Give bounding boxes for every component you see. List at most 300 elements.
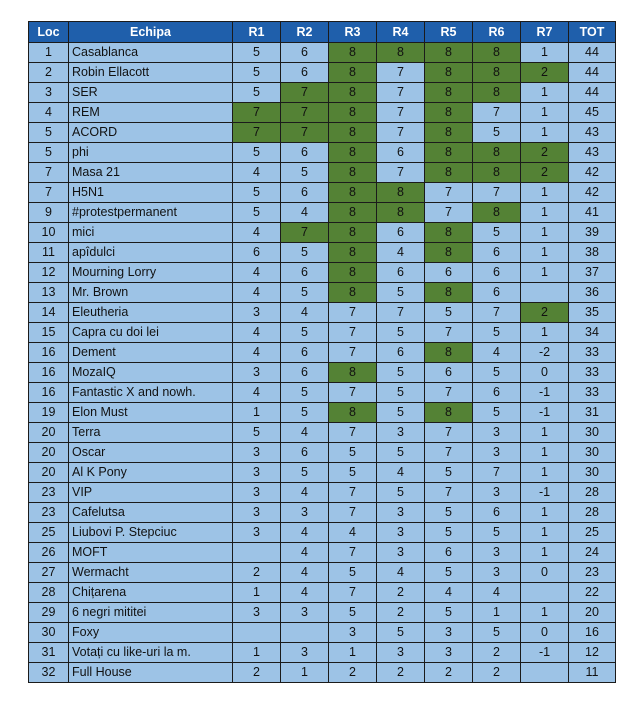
team-name-cell: Votați cu like-uri la m. (69, 643, 233, 663)
header-loc: Loc (29, 22, 69, 43)
round-3-score-cell: 8 (329, 403, 377, 423)
round-5-score-cell: 6 (425, 363, 473, 383)
round-4-score-cell: 5 (377, 443, 425, 463)
table-row (29, 563, 616, 583)
round-6-score-cell: 5 (473, 523, 521, 543)
round-7-score-cell: 0 (521, 623, 569, 643)
team-name-cell: Eleutheria (69, 303, 233, 323)
total-score-cell: 11 (569, 663, 616, 683)
round-6-score-cell: 6 (473, 243, 521, 263)
table-row (29, 423, 616, 443)
round-6-score-cell: 6 (473, 503, 521, 523)
round-7-score-cell: 2 (521, 63, 569, 83)
team-name-cell: Al K Pony (69, 463, 233, 483)
team-name-cell: #protestpermanent (69, 203, 233, 223)
round-4-score-cell: 5 (377, 403, 425, 423)
team-name-cell: Terra (69, 423, 233, 443)
round-5-score-cell: 3 (425, 623, 473, 643)
round-7-score-cell: 1 (521, 263, 569, 283)
header-echipa: Echipa (69, 22, 233, 43)
round-7-score-cell: -1 (521, 383, 569, 403)
rank-cell: 12 (29, 263, 69, 283)
rank-cell: 9 (29, 203, 69, 223)
round-3-score-cell: 7 (329, 303, 377, 323)
team-name-cell: Liubovi P. Stepciuc (69, 523, 233, 543)
round-4-score-cell: 3 (377, 643, 425, 663)
round-7-score-cell: 2 (521, 303, 569, 323)
round-7-score-cell: 1 (521, 103, 569, 123)
round-7-score-cell: 1 (521, 603, 569, 623)
round-5-score-cell: 5 (425, 603, 473, 623)
round-2-score-cell: 6 (281, 43, 329, 63)
round-3-score-cell: 5 (329, 563, 377, 583)
round-5-score-cell: 6 (425, 543, 473, 563)
round-2-score-cell: 4 (281, 483, 329, 503)
round-5-score-cell: 6 (425, 263, 473, 283)
team-name-cell: REM (69, 103, 233, 123)
round-2-score-cell: 7 (281, 123, 329, 143)
round-3-score-cell: 8 (329, 183, 377, 203)
round-1-score-cell: 1 (233, 403, 281, 423)
header-r4: R4 (377, 22, 425, 43)
table-row (29, 323, 616, 343)
round-7-score-cell (521, 283, 569, 303)
round-7-score-cell: -1 (521, 643, 569, 663)
round-2-score-cell: 6 (281, 263, 329, 283)
round-5-score-cell: 5 (425, 523, 473, 543)
round-7-score-cell: 2 (521, 143, 569, 163)
total-score-cell: 36 (569, 283, 616, 303)
round-5-score-cell: 8 (425, 63, 473, 83)
total-score-cell: 30 (569, 463, 616, 483)
total-score-cell: 35 (569, 303, 616, 323)
rank-cell: 15 (29, 323, 69, 343)
round-2-score-cell: 4 (281, 303, 329, 323)
round-1-score-cell: 2 (233, 563, 281, 583)
round-2-score-cell (281, 623, 329, 643)
team-name-cell: 6 negri mititei (69, 603, 233, 623)
round-5-score-cell: 2 (425, 663, 473, 683)
total-score-cell: 24 (569, 543, 616, 563)
round-1-score-cell: 4 (233, 223, 281, 243)
round-1-score-cell: 5 (233, 183, 281, 203)
table-row (29, 383, 616, 403)
table-row (29, 543, 616, 563)
round-4-score-cell: 7 (377, 83, 425, 103)
table-header (29, 22, 616, 43)
round-6-score-cell: 8 (473, 143, 521, 163)
round-1-score-cell: 3 (233, 503, 281, 523)
round-5-score-cell: 7 (425, 383, 473, 403)
rank-cell: 1 (29, 43, 69, 63)
round-3-score-cell: 7 (329, 423, 377, 443)
round-2-score-cell: 6 (281, 443, 329, 463)
round-6-score-cell: 5 (473, 223, 521, 243)
round-5-score-cell: 7 (425, 483, 473, 503)
round-3-score-cell: 7 (329, 343, 377, 363)
total-score-cell: 22 (569, 583, 616, 603)
table-row (29, 363, 616, 383)
round-6-score-cell: 6 (473, 283, 521, 303)
team-name-cell: Robin Ellacott (69, 63, 233, 83)
round-6-score-cell: 8 (473, 63, 521, 83)
round-1-score-cell (233, 543, 281, 563)
rank-cell: 25 (29, 523, 69, 543)
table-body (29, 43, 616, 683)
table-row (29, 443, 616, 463)
total-score-cell: 28 (569, 503, 616, 523)
team-name-cell: Wermacht (69, 563, 233, 583)
round-3-score-cell: 8 (329, 223, 377, 243)
round-4-score-cell: 7 (377, 63, 425, 83)
rank-cell: 26 (29, 543, 69, 563)
round-1-score-cell: 5 (233, 143, 281, 163)
round-2-score-cell: 5 (281, 243, 329, 263)
rank-cell: 29 (29, 603, 69, 623)
total-score-cell: 30 (569, 423, 616, 443)
round-2-score-cell: 6 (281, 343, 329, 363)
round-5-score-cell: 8 (425, 283, 473, 303)
round-7-score-cell: 0 (521, 363, 569, 383)
round-6-score-cell: 2 (473, 643, 521, 663)
round-6-score-cell: 5 (473, 363, 521, 383)
table-row (29, 123, 616, 143)
round-6-score-cell: 6 (473, 263, 521, 283)
round-4-score-cell: 7 (377, 123, 425, 143)
table-row (29, 43, 616, 63)
round-5-score-cell: 8 (425, 403, 473, 423)
round-3-score-cell: 7 (329, 483, 377, 503)
total-score-cell: 28 (569, 483, 616, 503)
total-score-cell: 42 (569, 183, 616, 203)
table-row (29, 463, 616, 483)
team-name-cell: Chițarena (69, 583, 233, 603)
table-row (29, 643, 616, 663)
table-row (29, 243, 616, 263)
round-3-score-cell: 2 (329, 663, 377, 683)
round-4-score-cell: 3 (377, 543, 425, 563)
round-3-score-cell: 8 (329, 263, 377, 283)
total-score-cell: 16 (569, 623, 616, 643)
round-6-score-cell: 3 (473, 423, 521, 443)
team-name-cell: Mr. Brown (69, 283, 233, 303)
table-row (29, 183, 616, 203)
round-3-score-cell: 8 (329, 63, 377, 83)
team-name-cell: Oscar (69, 443, 233, 463)
round-6-score-cell: 8 (473, 163, 521, 183)
round-2-score-cell: 5 (281, 323, 329, 343)
rank-cell: 30 (29, 623, 69, 643)
round-4-score-cell: 8 (377, 43, 425, 63)
round-7-score-cell: 1 (521, 423, 569, 443)
total-score-cell: 43 (569, 123, 616, 143)
round-2-score-cell: 6 (281, 63, 329, 83)
round-3-score-cell: 8 (329, 43, 377, 63)
round-2-score-cell: 5 (281, 383, 329, 403)
rank-cell: 20 (29, 463, 69, 483)
rank-cell: 11 (29, 243, 69, 263)
round-5-score-cell: 7 (425, 323, 473, 343)
round-2-score-cell: 7 (281, 83, 329, 103)
table-row (29, 483, 616, 503)
round-5-score-cell: 8 (425, 143, 473, 163)
round-5-score-cell: 8 (425, 43, 473, 63)
round-4-score-cell: 3 (377, 523, 425, 543)
team-name-cell: H5N1 (69, 183, 233, 203)
team-name-cell: Capra cu doi lei (69, 323, 233, 343)
round-1-score-cell: 3 (233, 443, 281, 463)
round-4-score-cell: 5 (377, 623, 425, 643)
round-3-score-cell: 5 (329, 603, 377, 623)
table-row (29, 523, 616, 543)
rank-cell: 10 (29, 223, 69, 243)
round-6-score-cell: 3 (473, 443, 521, 463)
total-score-cell: 44 (569, 43, 616, 63)
rank-cell: 2 (29, 63, 69, 83)
round-2-score-cell: 6 (281, 363, 329, 383)
round-6-score-cell: 3 (473, 543, 521, 563)
round-3-score-cell: 4 (329, 523, 377, 543)
round-6-score-cell: 8 (473, 83, 521, 103)
round-5-score-cell: 8 (425, 343, 473, 363)
rank-cell: 20 (29, 423, 69, 443)
total-score-cell: 20 (569, 603, 616, 623)
table-row (29, 283, 616, 303)
round-7-score-cell: 1 (521, 523, 569, 543)
rank-cell: 23 (29, 483, 69, 503)
team-name-cell: Dement (69, 343, 233, 363)
round-5-score-cell: 7 (425, 443, 473, 463)
round-3-score-cell: 3 (329, 623, 377, 643)
table-row (29, 503, 616, 523)
round-4-score-cell: 7 (377, 303, 425, 323)
rank-cell: 28 (29, 583, 69, 603)
rank-cell: 14 (29, 303, 69, 323)
rank-cell: 4 (29, 103, 69, 123)
round-4-score-cell: 4 (377, 563, 425, 583)
round-6-score-cell: 7 (473, 103, 521, 123)
round-4-score-cell: 2 (377, 583, 425, 603)
round-5-score-cell: 7 (425, 423, 473, 443)
total-score-cell: 30 (569, 443, 616, 463)
round-1-score-cell: 6 (233, 243, 281, 263)
round-7-score-cell: -2 (521, 343, 569, 363)
round-7-score-cell: 1 (521, 463, 569, 483)
round-5-score-cell: 8 (425, 223, 473, 243)
round-2-score-cell: 3 (281, 503, 329, 523)
total-score-cell: 44 (569, 63, 616, 83)
round-5-score-cell: 8 (425, 103, 473, 123)
total-score-cell: 31 (569, 403, 616, 423)
round-5-score-cell: 8 (425, 163, 473, 183)
round-2-score-cell: 4 (281, 523, 329, 543)
rank-cell: 27 (29, 563, 69, 583)
round-2-score-cell: 4 (281, 563, 329, 583)
round-7-score-cell (521, 583, 569, 603)
round-1-score-cell: 4 (233, 283, 281, 303)
round-3-score-cell: 7 (329, 503, 377, 523)
header-tot: TOT (569, 22, 616, 43)
header-r2: R2 (281, 22, 329, 43)
round-3-score-cell: 7 (329, 543, 377, 563)
rank-cell: 3 (29, 83, 69, 103)
round-3-score-cell: 7 (329, 383, 377, 403)
table-row (29, 63, 616, 83)
rank-cell: 23 (29, 503, 69, 523)
round-7-score-cell: 1 (521, 83, 569, 103)
total-score-cell: 39 (569, 223, 616, 243)
round-3-score-cell: 8 (329, 283, 377, 303)
round-4-score-cell: 3 (377, 503, 425, 523)
team-name-cell: phi (69, 143, 233, 163)
round-3-score-cell: 8 (329, 123, 377, 143)
round-3-score-cell: 5 (329, 443, 377, 463)
round-1-score-cell: 5 (233, 203, 281, 223)
round-6-score-cell: 8 (473, 203, 521, 223)
total-score-cell: 41 (569, 203, 616, 223)
round-4-score-cell: 5 (377, 363, 425, 383)
round-7-score-cell: -1 (521, 483, 569, 503)
round-1-score-cell (233, 623, 281, 643)
total-score-cell: 44 (569, 83, 616, 103)
table-row (29, 403, 616, 423)
round-6-score-cell: 7 (473, 183, 521, 203)
team-name-cell: Foxy (69, 623, 233, 643)
round-6-score-cell: 7 (473, 463, 521, 483)
round-3-score-cell: 7 (329, 583, 377, 603)
total-score-cell: 33 (569, 363, 616, 383)
rank-cell: 31 (29, 643, 69, 663)
total-score-cell: 38 (569, 243, 616, 263)
round-6-score-cell: 5 (473, 403, 521, 423)
team-name-cell: apîdulci (69, 243, 233, 263)
round-1-score-cell: 4 (233, 323, 281, 343)
round-5-score-cell: 7 (425, 183, 473, 203)
table-row (29, 223, 616, 243)
round-3-score-cell: 8 (329, 143, 377, 163)
round-2-score-cell: 4 (281, 583, 329, 603)
rank-cell: 16 (29, 343, 69, 363)
round-6-score-cell: 5 (473, 123, 521, 143)
round-7-score-cell: 1 (521, 443, 569, 463)
rank-cell: 32 (29, 663, 69, 683)
round-4-score-cell: 2 (377, 603, 425, 623)
round-7-score-cell: 1 (521, 123, 569, 143)
round-1-score-cell: 4 (233, 163, 281, 183)
rank-cell: 20 (29, 443, 69, 463)
round-5-score-cell: 8 (425, 123, 473, 143)
round-1-score-cell: 5 (233, 43, 281, 63)
header-r1: R1 (233, 22, 281, 43)
round-4-score-cell: 7 (377, 163, 425, 183)
round-4-score-cell: 7 (377, 103, 425, 123)
round-1-score-cell: 3 (233, 603, 281, 623)
round-6-score-cell: 5 (473, 323, 521, 343)
round-4-score-cell: 5 (377, 483, 425, 503)
header-r7: R7 (521, 22, 569, 43)
table-row (29, 603, 616, 623)
round-1-score-cell: 5 (233, 423, 281, 443)
rank-cell: 16 (29, 363, 69, 383)
team-name-cell: SER (69, 83, 233, 103)
round-2-score-cell: 4 (281, 423, 329, 443)
table-row (29, 163, 616, 183)
round-5-score-cell: 4 (425, 583, 473, 603)
total-score-cell: 34 (569, 323, 616, 343)
rank-cell: 5 (29, 123, 69, 143)
round-7-score-cell: 1 (521, 183, 569, 203)
round-7-score-cell: 2 (521, 163, 569, 183)
round-4-score-cell: 5 (377, 383, 425, 403)
round-1-score-cell: 1 (233, 583, 281, 603)
round-2-score-cell: 6 (281, 143, 329, 163)
team-name-cell: Elon Must (69, 403, 233, 423)
table-row (29, 143, 616, 163)
team-name-cell: Mourning Lorry (69, 263, 233, 283)
round-4-score-cell: 4 (377, 243, 425, 263)
round-7-score-cell: 0 (521, 563, 569, 583)
total-score-cell: 12 (569, 643, 616, 663)
round-6-score-cell: 5 (473, 623, 521, 643)
table-row (29, 83, 616, 103)
round-7-score-cell: 1 (521, 203, 569, 223)
round-5-score-cell: 8 (425, 243, 473, 263)
round-2-score-cell: 5 (281, 403, 329, 423)
round-7-score-cell: 1 (521, 543, 569, 563)
round-3-score-cell: 8 (329, 163, 377, 183)
round-1-score-cell: 4 (233, 343, 281, 363)
table-row (29, 203, 616, 223)
round-6-score-cell: 2 (473, 663, 521, 683)
table-row (29, 343, 616, 363)
round-7-score-cell: 1 (521, 503, 569, 523)
round-3-score-cell: 8 (329, 103, 377, 123)
team-name-cell: ACORD (69, 123, 233, 143)
team-name-cell: MOFT (69, 543, 233, 563)
round-2-score-cell: 3 (281, 603, 329, 623)
round-1-score-cell: 3 (233, 523, 281, 543)
team-name-cell: VIP (69, 483, 233, 503)
round-3-score-cell: 8 (329, 243, 377, 263)
total-score-cell: 42 (569, 163, 616, 183)
round-1-score-cell: 4 (233, 383, 281, 403)
round-2-score-cell: 5 (281, 283, 329, 303)
round-3-score-cell: 7 (329, 323, 377, 343)
round-1-score-cell: 2 (233, 663, 281, 683)
round-1-score-cell: 4 (233, 263, 281, 283)
round-2-score-cell: 4 (281, 203, 329, 223)
round-6-score-cell: 3 (473, 563, 521, 583)
round-1-score-cell: 3 (233, 363, 281, 383)
round-6-score-cell: 7 (473, 303, 521, 323)
header-r5: R5 (425, 22, 473, 43)
round-5-score-cell: 5 (425, 303, 473, 323)
round-3-score-cell: 8 (329, 83, 377, 103)
total-score-cell: 33 (569, 343, 616, 363)
total-score-cell: 43 (569, 143, 616, 163)
team-name-cell: Cafelutsa (69, 503, 233, 523)
round-5-score-cell: 8 (425, 83, 473, 103)
round-1-score-cell: 5 (233, 63, 281, 83)
round-4-score-cell: 6 (377, 343, 425, 363)
round-5-score-cell: 7 (425, 203, 473, 223)
round-4-score-cell: 2 (377, 663, 425, 683)
round-2-score-cell: 7 (281, 103, 329, 123)
round-7-score-cell (521, 663, 569, 683)
round-2-score-cell: 7 (281, 223, 329, 243)
round-7-score-cell: 1 (521, 243, 569, 263)
round-4-score-cell: 5 (377, 323, 425, 343)
